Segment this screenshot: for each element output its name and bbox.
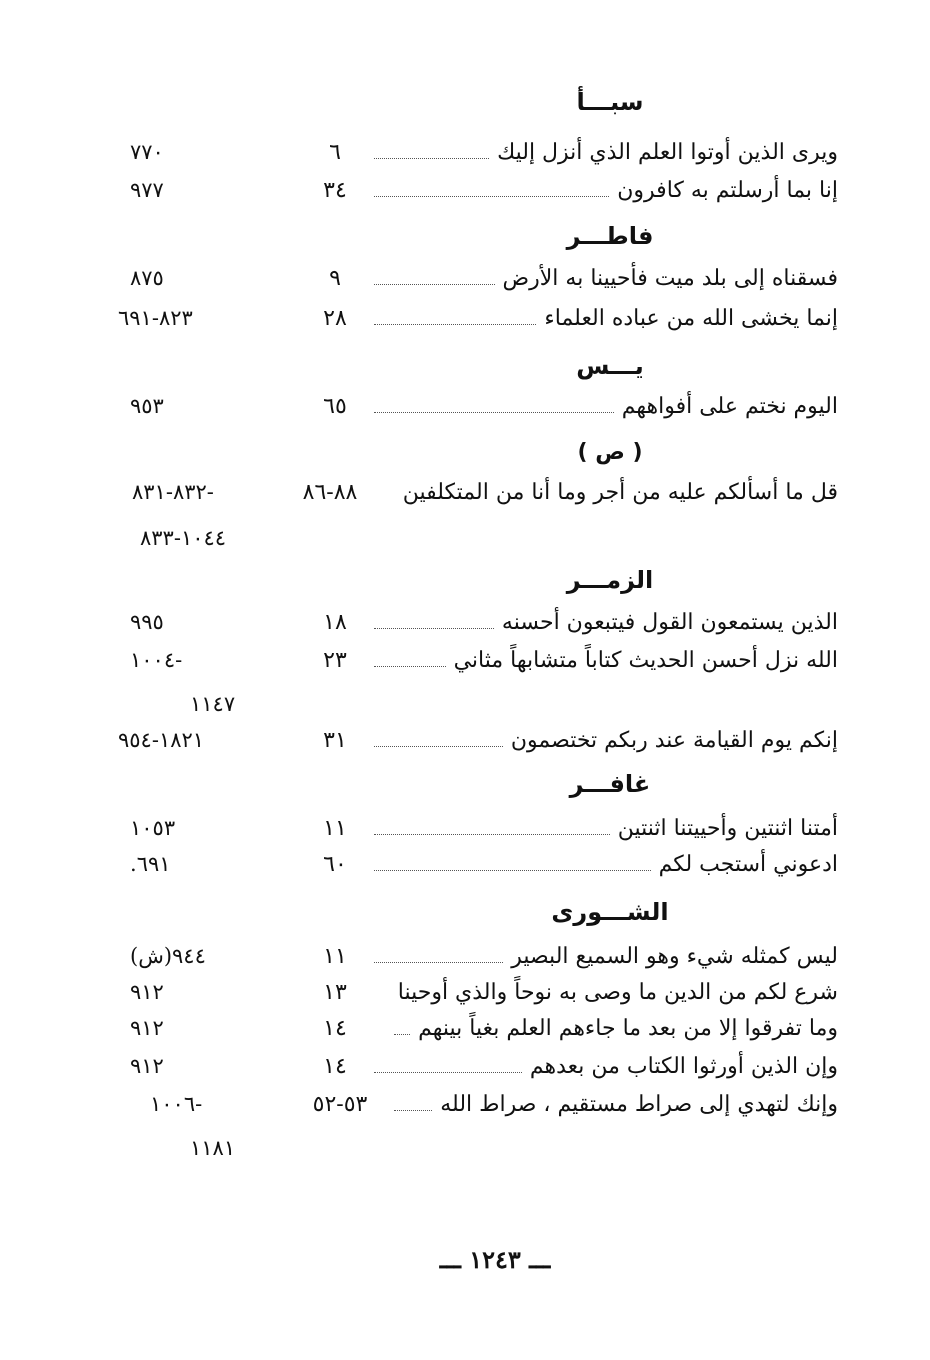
verse-text: ادعوني أستجب لكم (658, 852, 838, 877)
ayah-number: ١١ (323, 816, 347, 841)
ayah-number: ١٣ (323, 980, 347, 1005)
leader-dots (374, 732, 503, 747)
verse-text: قل ما أسألكم عليه من أجر وما أنا من المتكلفين (402, 480, 838, 505)
leader-dots (394, 1096, 432, 1111)
verse-line (388, 1016, 838, 1041)
section-title-shura: الشـــورى (551, 898, 669, 926)
verse-line (398, 480, 838, 505)
verse-line (368, 816, 838, 841)
index-row (0, 178, 930, 214)
page-refs: ٩٧٧ (130, 178, 164, 202)
ayah-number: ١٤ (323, 1054, 347, 1079)
section-title-zumar: الزمـــر (566, 566, 654, 594)
leader-dots (374, 310, 536, 325)
verse-text: وما تفرقوا إلا من بعد ما جاءهم العلم بغياً بينهم (418, 1016, 838, 1041)
index-row (0, 944, 930, 980)
page-refs: -١٠٠٤ (130, 648, 183, 672)
verse-text: ويرى الذين أوتوا العلم الذي أنزل إليك (497, 140, 838, 165)
page-refs: ٩١٢ (130, 1054, 164, 1078)
leader-dots (374, 614, 494, 629)
index-row (0, 1092, 930, 1128)
verse-line (368, 178, 838, 203)
index-row (0, 610, 930, 646)
ayah-number: ٢٨ (323, 306, 347, 331)
verse-line (368, 1054, 838, 1079)
index-row (0, 1016, 930, 1052)
verse-text: أمتنا اثنتين وأحييتنا اثنتين (617, 816, 838, 841)
page-refs: ٨٢٣-٦٩١ (118, 306, 193, 330)
ayah-number: ٣٤ (323, 178, 347, 203)
verse-line (368, 140, 838, 165)
index-row (0, 140, 930, 176)
verse-text: إنا بما أرسلتم به كافرون (617, 178, 838, 203)
page-refs-continuation: ١١٤٧ (190, 692, 236, 716)
page-refs: ٩١٢ (130, 980, 164, 1004)
ayah-number: ٦٠ (323, 852, 347, 877)
index-row (0, 648, 930, 684)
index-row (0, 852, 930, 888)
page-refs: ٧٧٠ (130, 140, 164, 164)
page-number: ـــ ١٢٤٣ ـــ (439, 1245, 551, 1274)
verse-text: وإنك لتهدي إلى صراط مستقيم ، صراط الله (440, 1092, 838, 1117)
ayah-number: ٢٣ (323, 648, 347, 673)
verse-text: الله نزل أحسن الحديث كتاباً متشابهاً مثاني (453, 648, 838, 673)
page-refs: ٩٥٣ (130, 394, 164, 418)
ayah-number: ١٨ (323, 610, 347, 635)
index-row (0, 980, 930, 1016)
leader-dots (374, 820, 610, 835)
page-refs: ١٨٢١-٩٥٤ (118, 728, 205, 752)
leader-dots (394, 1020, 410, 1035)
verse-line (368, 648, 838, 673)
page-refs: ٩١٢ (130, 1016, 164, 1040)
section-title-fatir: فاطـــر (566, 222, 654, 250)
page-refs-continuation: ١١٨١ (190, 1136, 236, 1160)
section-title-ghafir: غافـــر (569, 770, 651, 798)
verse-text: وإن الذين أورثوا الكتاب من بعدهم (529, 1054, 838, 1079)
page-refs: ١٠٥٣ (130, 816, 176, 840)
section-title-saba: سبـــأ (576, 88, 644, 116)
verse-line (388, 1092, 838, 1117)
leader-dots (374, 144, 489, 159)
verse-text: ليس كمثله شيء وهو السميع البصير (511, 944, 838, 969)
ayah-number: ٥٣-٥٢ (312, 1092, 368, 1117)
verse-line (368, 852, 838, 877)
leader-dots (374, 1058, 522, 1073)
page-refs: ٨٧٥ (130, 266, 164, 290)
verse-line (368, 610, 838, 635)
page-refs-continuation: ١٠٤٤-٨٣٣ (140, 526, 227, 550)
ayah-number: ٦ (329, 140, 341, 165)
verse-text: اليوم نختم على أفواههم (621, 394, 838, 419)
verse-text: إنكم يوم القيامة عند ربكم تختصمون (510, 728, 838, 753)
section-title-yasin: يـــس (576, 352, 644, 380)
verse-line (388, 980, 838, 1005)
verse-text: فسقناه إلى بلد ميت فأحيينا به الأرض (502, 266, 838, 291)
section-title-sad: ( ص ) (577, 440, 643, 465)
page-refs: -٨٣٢-٨٣١ (132, 480, 214, 504)
verse-text: شرع لكم من الدين ما وصى به نوحاً والذي أوحينا (397, 980, 838, 1005)
ayah-number: ٦٥ (323, 394, 347, 419)
page-refs: -١٠٠٦ (150, 1092, 203, 1116)
index-row (0, 306, 930, 342)
verse-line (368, 944, 838, 969)
index-row (0, 266, 930, 302)
verse-text: إنما يخشى الله من عباده العلماء (544, 306, 838, 331)
ayah-number: ٣١ (323, 728, 347, 753)
page-refs: ٩٩٥ (130, 610, 164, 634)
leader-dots (374, 948, 503, 963)
index-row (0, 480, 930, 516)
ayah-number: ١٤ (323, 1016, 347, 1041)
index-row (0, 394, 930, 430)
page-refs: ٦٩١. (130, 852, 171, 876)
page-refs: ٩٤٤(ش) (130, 944, 206, 968)
leader-dots (374, 856, 651, 871)
ayah-number: ٩ (329, 266, 341, 291)
verse-line (368, 306, 838, 331)
index-row (0, 816, 930, 852)
verse-line (368, 266, 838, 291)
leader-dots (374, 652, 446, 667)
ayah-number: ١١ (323, 944, 347, 969)
verse-line (368, 394, 838, 419)
verse-line (368, 728, 838, 753)
verse-text: الذين يستمعون القول فيتبعون أحسنه (501, 610, 838, 635)
index-row (0, 728, 930, 764)
leader-dots (374, 398, 614, 413)
leader-dots (374, 182, 609, 197)
leader-dots (374, 270, 495, 285)
index-row (0, 1054, 930, 1090)
ayah-number: ٨٨-٨٦ (302, 480, 358, 505)
